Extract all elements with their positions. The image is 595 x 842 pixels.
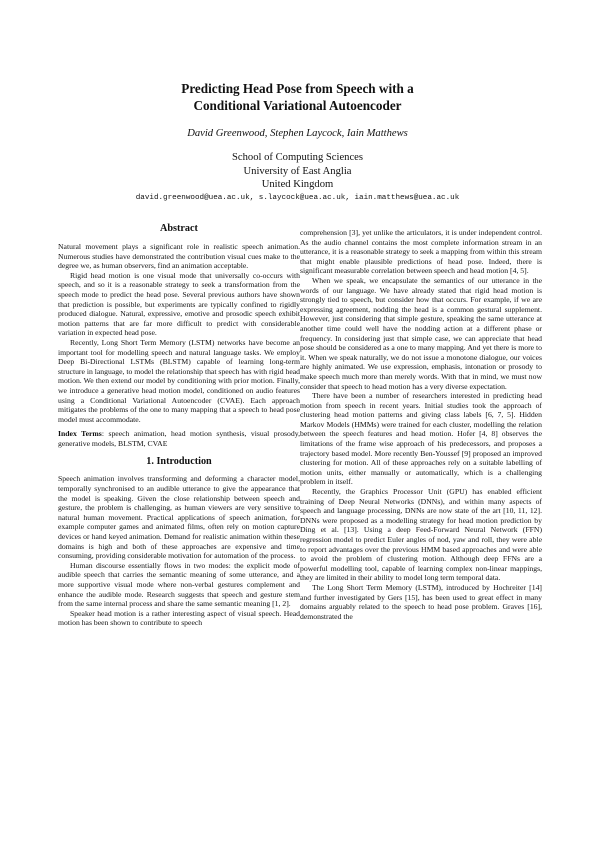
title-line-2: Conditional Variational Autoencoder: [193, 98, 402, 113]
index-terms-label: Index Terms: [58, 429, 102, 439]
index-terms-text: : speech animation, head motion synthesis, visual prosody, generative models, BLSTM, CVAE: [58, 429, 300, 448]
body-paragraph: Recently, the Graphics Processor Unit (GPU) has enabled efficient training of Deep Neural Networks (DNNs), and within many aspects of speech and language processing, DNNs are now state of the art [10, 11, 12]. DNNs were proposed as a modelling strategy for head motion prediction by Ding et al. [13]. Using a deep Feed-Forward Neural Network (FFN) regression model to predict Euler angles of nod, yaw and roll, they were able to report advantages over the previous HMM based approaches and were able to avoid the problem of clustering motion. Although deep FFNs are a powerful modelling tool, capable of learning complex non-linear mappings, they are limited in their ability to model long term temporal data.: [300, 487, 542, 583]
intro-paragraph: Human discourse essentially flows in two modes: the explicit mode of audible speech that carries the semantic meaning of some utterance, and a more supportive visual mode where non-verbal gestures complement and enhance the audible mode. Research suggests that speech and gesture stem from the same internal process and share the same semantic meaning [1, 2].: [58, 560, 300, 609]
affiliation-country: United Kingdom: [261, 179, 334, 190]
right-column: [300, 228, 542, 621]
index-terms: [58, 429, 300, 448]
body-paragraph: When we speak, we encapsulate the semantics of our utterance in the words of our language. We have already stated that rigid head motion is strongly tied to speech, but consider how that occurs. For example, if we are expressing agreement, nodding the head is a common gestural supplement. However, just considering that simple gesture, speaking the same utterance at another time could well have the nodding action at a different phase or frequency. In considering just that simple case, we can appreciate that head pose should be considered as a one to many mapping. And yet there is more to it. When we speak naturally, we do not issue a monotone dialogue, our voices are highly animated. We use expression, emphasis, intonation or prosody to make speech much more than merely words. With that in mind, we must now consider that speech to head motion has a very diverse expectation.: [300, 275, 542, 391]
author-emails: david.greenwood@uea.ac.uk, s.laycock@uea.ac.uk, iain.matthews@uea.ac.uk: [135, 194, 460, 202]
abstract-paragraph: Natural movement plays a significant role in realistic speech animation. Numerous studies have demonstrated the contribution visual cues make to the degree we, as human observers, find an animation acceptable.: [58, 242, 300, 271]
abstract-heading: Abstract: [160, 223, 198, 234]
abstract-paragraph: Rigid head motion is one visual mode that universally co-occurs with speech, and so it is a reasonable strategy to seek a transformation from the speech mode to predict the head pose. Several previous authors have shown that prediction is possible, but experiments are typically confined to rigidly produced dialogue. Natural, expressive, emotive and prosodic speech exhibit motion patterns that are far more difficult to predict with considerable variation in expected head pose.: [58, 270, 300, 338]
introduction-heading: 1. Introduction: [146, 456, 212, 468]
affiliation-university: University of East Anglia: [243, 165, 352, 177]
intro-paragraph: Speaker head motion is a rather interesting aspect of visual speech. Head motion has been shown to contribute to speech: [58, 608, 300, 628]
abstract-paragraph: Recently, Long Short Term Memory (LSTM) networks have become an important tool for modelling speech and natural language tasks. We employ Deep Bi-Directional LSTMs (BLSTM) capable of learning long-term structure in language, to model the relationship that speech has with rigid head motion. We then extend our model by conditioning with prior motion. Finally, we introduce a generative head motion model, conditioned on audio features using a Conditional Variational Autoencoder (CVAE). Each approach mitigates the problems of the one to many mapping that a speech to head pose model must accommodate.: [58, 337, 300, 424]
left-column: [58, 220, 300, 628]
body-paragraph: comprehension [3], yet unlike the articulators, it is under independent control. As the audio channel contains the most complete information stream in an utterance, it is a reasonable strategy to seek a mapping from within this stream that might enable plausible predictions of head pose. Indeed, there is significant measurable correlation between speech and head motion [4, 5].: [300, 228, 542, 276]
title-line-1: Predicting Head Pose from Speech with a: [181, 81, 414, 96]
affiliation-school: School of Computing Sciences: [232, 152, 363, 163]
author-list: David Greenwood, Stephen Laycock, Iain Matthews: [187, 128, 408, 139]
intro-paragraph: Speech animation involves transforming and deforming a character model, temporally synchronised to an audible utterance to give the appearance that the model is speaking. Given the close relationship between speech and gesture, the problem is challenging, as human viewers are very sensitive to natural human movement. Practical applications of speech animation, for example computer games and animated films, often rely on motion capture devices or hand keyed animation. Demand for realistic animation within these domains is high and both of these approaches are expensive and time consuming, providing considerable motivation for automation of the process.: [58, 474, 300, 561]
body-paragraph: The Long Short Term Memory (LSTM), introduced by Hochreiter [14] and further investigated by Gers [15], has been used to great effect in many domains arguably related to the speech to head pose problem. Graves [16], demonstrated the: [300, 582, 542, 621]
body-paragraph: There have been a number of researchers interested in predicting head motion from speech in recent years. Initial studies took the approach of clustering head motion patterns and giving class labels [6, 7, 5]. Hidden Markov Models (HMMs) were trained for each cluster, modelling the relation between the speech features and head motion. Hofer [4, 8] observes the limitations of the frame wise approach of his predecessors, and proposes a trajectory based model. More recently Ben-Youssef [9] proposed an improved clustering for motion. All of these approaches rely on a suitable labelling of motion units, either manually or automatically, which is a challenging problem in itself.: [300, 391, 542, 487]
paper-title: [0, 80, 595, 114]
affiliation: [0, 151, 595, 192]
